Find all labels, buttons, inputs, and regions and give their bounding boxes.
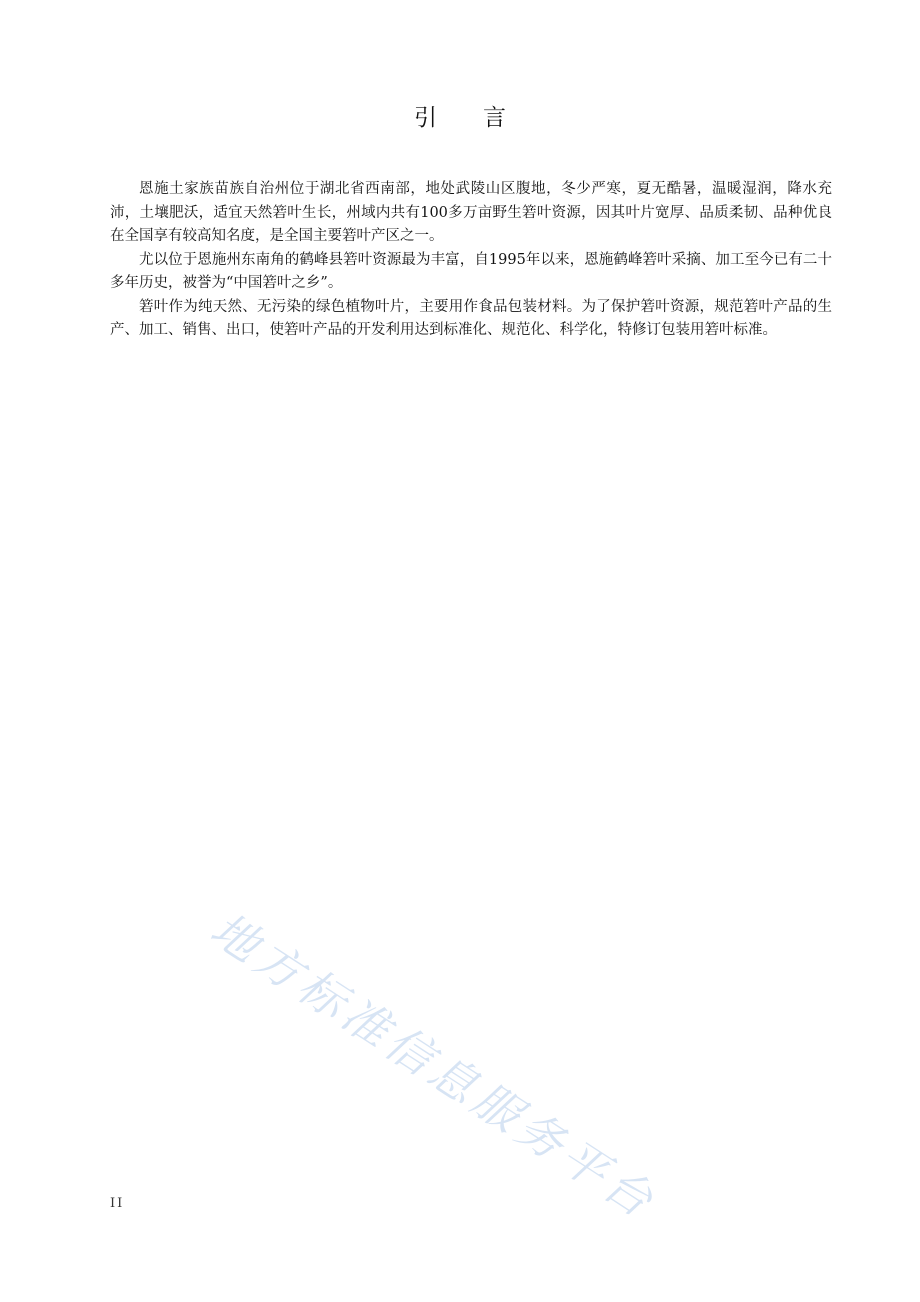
page-number: II bbox=[110, 1196, 125, 1211]
paragraph-2: 尤以位于恩施州东南角的鹤峰县箬叶资源最为丰富，自1995年以来，恩施鹤峰箬叶采摘、加工至今已有二十多年历史，被誉为“中国箬叶之乡”。 bbox=[110, 251, 832, 291]
introduction-body bbox=[110, 178, 832, 343]
watermark-text: 地方标准信息服务平台 bbox=[201, 901, 667, 1231]
page-title: 引 言 bbox=[414, 105, 506, 131]
paragraph-3: 箬叶作为纯天然、无污染的绿色植物叶片，主要用作食品包装材料。为了保护箬叶资源，规范箬叶产品的生产、加工、销售、出口，使箬叶产品的开发利用达到标准化、规范化、科学化，特修订包装用箬叶标准。 bbox=[110, 298, 832, 338]
paragraph-1: 恩施土家族苗族自治州位于湖北省西南部，地处武陵山区腹地，冬少严寒，夏无酷暑，温暖湿润，降水充沛，土壤肥沃，适宜天然箬叶生长，州域内共有100多万亩野生箬叶资源，因其叶片宽厚、品质柔韧、品种优良在全国享有较高知名度，是全国主要箬叶产区之一。 bbox=[110, 181, 832, 244]
